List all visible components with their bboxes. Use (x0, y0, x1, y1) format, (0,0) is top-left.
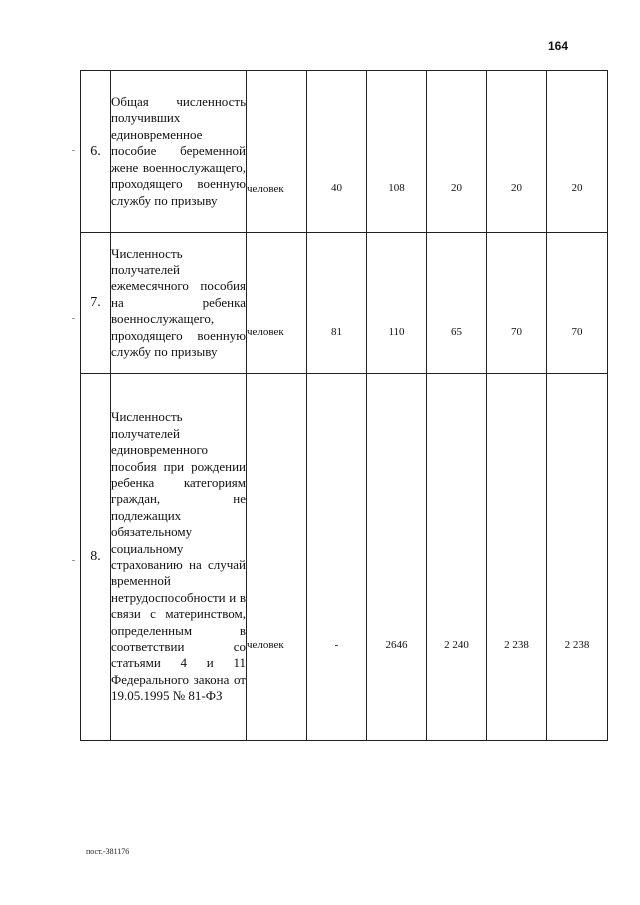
row-value (307, 233, 367, 374)
table-row (81, 374, 608, 741)
row-value (547, 233, 608, 374)
row-value-text: 20 (571, 182, 583, 194)
row-value (547, 71, 608, 233)
row-value (307, 374, 367, 741)
row-value (367, 71, 427, 233)
row-unit-text: человек (247, 639, 284, 651)
row-unit (247, 233, 307, 374)
row-value (487, 233, 547, 374)
page-number: 164 (548, 39, 569, 53)
row-value (427, 374, 487, 741)
row-value-text: 20 (511, 182, 522, 194)
row-value (547, 374, 608, 741)
row-value-text: 81 (331, 326, 342, 338)
row-value-text: 40 (331, 182, 342, 194)
row-value (427, 233, 487, 374)
row-number: 7. (81, 233, 111, 374)
table-row (81, 71, 608, 233)
row-value-text: 70 (511, 326, 522, 338)
row-unit-text: человек (247, 326, 284, 338)
row-value-text: 20 (451, 182, 462, 194)
row-unit (247, 374, 307, 741)
row-value (487, 374, 547, 741)
row-description: Общая численность получивших единовременное пособие беременной жене военнослужащего, проходящего военную службу по призыву (111, 71, 247, 233)
row-value-text: 65 (451, 326, 462, 338)
margin-mark (72, 560, 75, 561)
row-unit (247, 71, 307, 233)
row-value (307, 71, 367, 233)
row-number: 6. (81, 71, 111, 233)
row-value-text: 70 (571, 326, 583, 338)
row-value (367, 374, 427, 741)
statistics-table (80, 70, 608, 741)
row-number: 8. (81, 374, 111, 741)
margin-mark (72, 150, 75, 151)
row-value-text: 108 (388, 182, 405, 194)
row-value-text: - (334, 639, 339, 651)
row-description: Численность получателей ежемесячного пособия на ребенка военнослужащего, проходящего военную службу по призыву (111, 233, 247, 374)
row-value (487, 71, 547, 233)
row-value-text: 2 240 (444, 639, 469, 651)
row-value-text: 2 238 (504, 639, 529, 651)
row-value (427, 71, 487, 233)
table-row (81, 233, 608, 374)
margin-mark (72, 318, 75, 319)
row-value-text: 110 (388, 326, 405, 338)
row-value-text: 2646 (385, 639, 408, 651)
row-description: Численность получателей единовременного пособия при рождении ребенка категориям граждан, не подлежащих обязательному социальному страхованию на случай временной нетрудоспособности и в связи с материнством, определенным в соответствии со статьями 4 и 11 Федерального закона от 19.05.1995 № 81-ФЗ (111, 374, 247, 741)
document-footer-code: пост.-381176 (86, 847, 130, 856)
row-value (367, 233, 427, 374)
row-value-text: 2 238 (564, 639, 590, 651)
row-unit-text: человек (247, 182, 284, 195)
